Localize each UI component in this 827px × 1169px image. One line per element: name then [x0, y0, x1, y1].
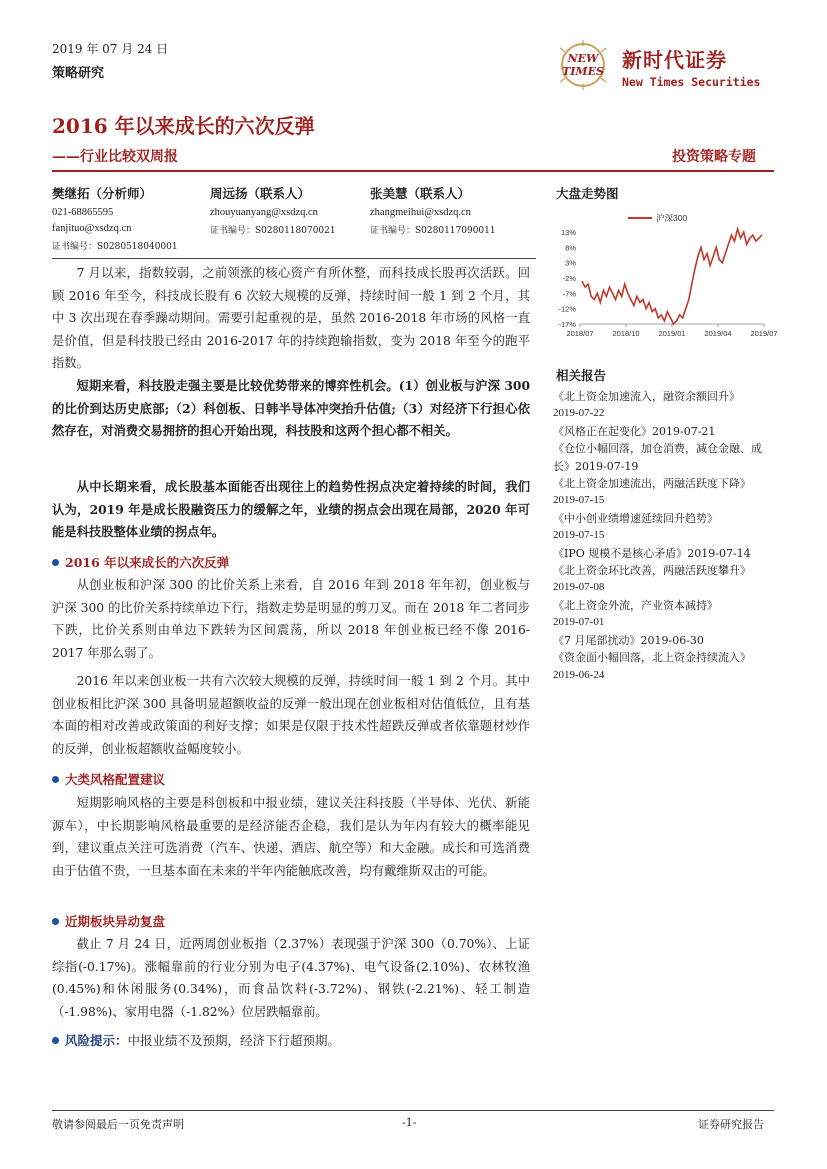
author-divider	[52, 258, 536, 259]
related-report-date: 2019-07-15	[553, 529, 605, 542]
body-paragraph: 截止 7 月 24 日，近两周创业板指（2.37%）表现强于沪深 300（0.70%）、上证综指(-0.17%)。涨幅靠前的行业分别为电子(4.37%)、电气设备(2.10%)、农林牧渔(0.45%)和休闲服务(0.34%)，而食品饮料(-3.72%)、钢铁(-2.21%)、轻工制造（-1.98%)、家用电器（-1.82%）位居跌幅靠前。	[52, 937, 530, 1019]
related-report-date: 2019-07-08	[553, 581, 605, 594]
x-tick-label: 2019/04	[704, 329, 732, 338]
brand-name-en: New Times Securities	[622, 75, 761, 89]
bullet-icon	[52, 776, 59, 783]
related-report-title: 《北上资金加速流出，两融活跃度下降》	[553, 477, 751, 491]
risk-text: 中报业绩不及预期，经济下行超预期。	[127, 1033, 341, 1048]
author-email[interactable]: fanjituo@xsdzq.cn	[52, 223, 132, 234]
risk-warning	[52, 1030, 530, 1053]
header-divider	[52, 170, 774, 172]
y-tick-label: -2%	[562, 274, 576, 283]
author-block	[52, 184, 178, 252]
report-subtitle: ——行业比较双周报	[52, 149, 178, 165]
related-report-title: 《中小创业绩增速延续回升趋势》	[553, 511, 718, 525]
related-report-title: 《仓位小幅回落，加仓消费，减仓金融、成长》2019-07-19	[553, 442, 762, 473]
related-report-date: 2019-07-22	[553, 407, 605, 420]
market-chart	[546, 208, 778, 344]
report-title: 2016 年以来成长的六次反弹	[52, 114, 315, 138]
related-report-item[interactable]	[553, 649, 777, 684]
body-paragraph: 短期影响风格的主要是科创板和中报业绩，建议关注科技股（半导体、光伏、新能源车），中长期影响风格最重要的是经济能否企稳，我们是认为年内有较大的概率能见到，建议重点关注可选消费（汽车、快递、酒店、航空等）和大金融。成长和可选消费由于估值不贵，一旦基本面在未来的半年内能触底改善，均有戴维斯双击的可能。	[52, 796, 530, 878]
body-paragraph: 从创业板和沪深 300 的比价关系上来看，自 2016 年到 2018 年年初，创业板与沪深 300 的比价关系持续单边下行，指数走势是明显的剪刀叉。而在 2018 年二者同步下跌，比价关系则由单边下跌转为区间震荡，所以 2018 年创业板已经不像 2016-2017 年那么弱了。	[52, 578, 530, 660]
author-cert: 证书编号：S0280117090011	[370, 226, 496, 236]
legend-label: 沪深300	[656, 213, 688, 223]
brand-name-cn: 新时代证券	[622, 48, 727, 72]
section-title: 近期板块异动复盘	[65, 914, 166, 929]
section-heading	[52, 770, 165, 788]
related-report-title: 《7 月尾部扰动》2019-06-30	[553, 633, 704, 647]
footer-disclaimer: 敬请参阅最后一页免责声明	[52, 1118, 184, 1131]
related-report-item[interactable]	[553, 388, 777, 423]
page-number: -1-	[402, 1116, 417, 1129]
y-tick-label: -12%	[558, 304, 576, 314]
author-block	[210, 184, 336, 236]
y-tick-label: 8%	[565, 243, 576, 253]
author-phone: 021-68865595	[52, 207, 114, 218]
section-title: 大类风格配置建议	[65, 772, 166, 787]
report-date: 2019 年 07 月 24 日	[52, 42, 169, 56]
y-tick-label: -7%	[562, 289, 576, 299]
x-tick-label: 2019/07	[750, 329, 778, 338]
section-heading	[52, 912, 165, 930]
section-heading	[52, 553, 229, 571]
related-report-date: 2019-06-24	[553, 668, 605, 681]
bullet-icon	[52, 918, 59, 925]
related-report-date: 2019-07-15	[553, 494, 605, 507]
author-email[interactable]: zhangmeihui@xsdzq.cn	[370, 207, 471, 218]
bullet-icon	[52, 1037, 59, 1044]
author-cert: 证书编号：S0280518040001	[52, 242, 178, 252]
related-reports-list	[553, 388, 777, 684]
report-category: 投资策略专题	[672, 149, 756, 165]
short-term-view: 短期来看，科技股走强主要是比较优势带来的博弈性机会。(1）创业板与沪深 300 的比价到达历史底部;（2）科创板、日韩半导体冲突抬升估值;（3）对经济下行担心依然存在，对消费交易拥挤的担心开始出现，科技股和这两个担心都不相关。	[52, 378, 530, 439]
author-cert: 证书编号：S0280118070021	[210, 226, 336, 236]
body-paragraph: 2016 年以来创业板一共有六次较大规模的反弹，持续时间一般 1 到 2 个月。其中创业板相比沪深 300 具备明显超额收益的反弹一般出现在创业板相对估值低位，且有基本面的相对改善或政策面的利好支撑；如果是仅限于技术性超跌反弹或者依靠题材炒作的反弹，创业板超额收益幅度较小。	[52, 674, 530, 756]
author-block	[370, 184, 496, 236]
long-term-view: 从中长期来看，成长股基本面能否出现往上的趋势性拐点决定着持续的时间，我们认为，2019 年是成长股融资压力的缓解之年，业绩的拐点会出现在局部，2020 年可能是科技股整体业绩的拐点年。	[52, 479, 530, 540]
x-tick-label: 2018/10	[612, 329, 640, 338]
related-report-title: 《风格正在起变化》2019-07-21	[553, 424, 716, 438]
y-tick-label: 13%	[560, 228, 576, 237]
risk-label: 风险提示：	[65, 1033, 128, 1048]
chart-title: 大盘走势图	[556, 186, 619, 201]
report-type: 策略研究	[52, 66, 105, 81]
related-report-item[interactable]	[553, 562, 777, 597]
related-report-title: 《北上资金加速流入，融资余额回升》	[553, 390, 740, 403]
related-report-item[interactable]	[553, 632, 777, 649]
author-name: 张美慧（联系人）	[370, 186, 471, 201]
bullet-icon	[52, 559, 59, 566]
x-tick-label: 2019/01	[658, 329, 686, 338]
summary-paragraph: 7 月以来，指数较弱，之前领涨的核心资产有所休整，而科技成长股再次活跃。回顾 2016 年至今，科技成长股有 6 次较大规模的反弹，持续时间一般 1 到 2 个月，其中 3 次出现在春季躁动期间。需要引起重视的是，虽然 2016-2018 年市场的风格一直是价值，但是科技股已经由 2016-2017 年的持续跑输指数，变为 2018 年至今的跑平指数。	[52, 266, 530, 371]
related-report-title: 《北上资金环比改善，两融活跃度攀升》	[553, 564, 751, 578]
series-line	[582, 229, 762, 324]
related-report-item[interactable]	[553, 475, 777, 510]
company-logo	[552, 40, 614, 90]
author-name: 樊继拓（分析师）	[52, 186, 153, 201]
related-report-title: 《IPO 规模不是核心矛盾》2019-07-14	[553, 546, 751, 560]
related-report-item[interactable]	[553, 597, 777, 632]
footer-label: 证券研究报告	[698, 1118, 764, 1131]
author-name: 周远扬（联系人）	[210, 186, 311, 201]
related-report-date: 2019-07-01	[553, 616, 605, 629]
related-reports-title: 相关报告	[556, 368, 607, 383]
related-report-item[interactable]	[553, 510, 777, 545]
related-report-item[interactable]	[553, 423, 777, 440]
y-tick-label: 3%	[565, 258, 576, 268]
footer-divider	[52, 1110, 774, 1111]
related-report-item[interactable]	[553, 545, 777, 562]
author-email[interactable]: zhouyuanyang@xsdzq.cn	[210, 207, 318, 218]
related-report-item[interactable]	[553, 440, 777, 475]
related-report-title: 《资金面小幅回落，北上资金持续流入》	[553, 651, 751, 665]
logo-text-new: NEW	[567, 52, 599, 65]
logo-text-times: TIMES	[562, 65, 604, 78]
related-report-title: 《北上资金外流，产业资本减持》	[553, 598, 718, 612]
y-tick-label: -17%	[558, 320, 576, 329]
section-title: 2016 年以来成长的六次反弹	[65, 555, 230, 570]
x-tick-label: 2018/07	[566, 329, 594, 338]
